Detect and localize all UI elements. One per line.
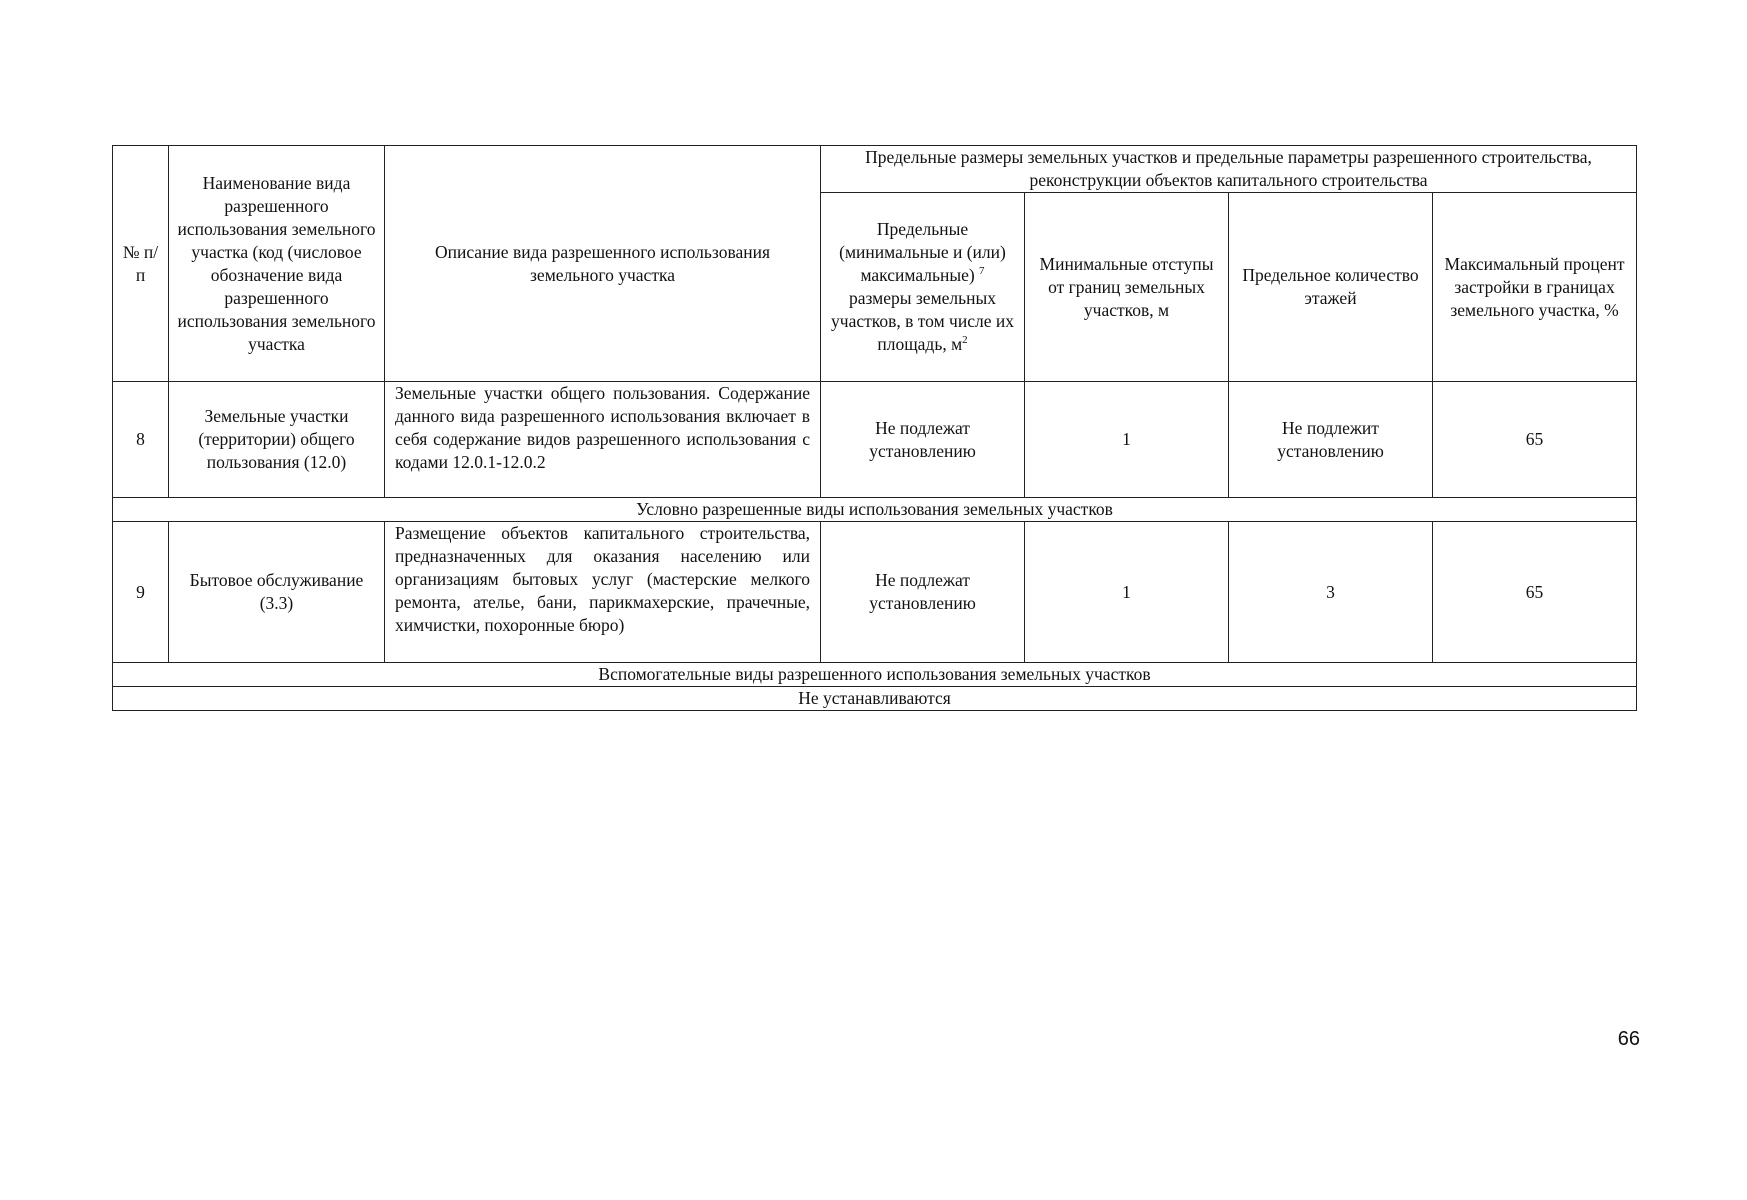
- cell-floors: Не подлежит установлению: [1229, 382, 1433, 498]
- cell-setback: 1: [1025, 382, 1229, 498]
- cell-num: 8: [113, 382, 169, 498]
- cell-setback: 1: [1025, 522, 1229, 663]
- header-description: Описание вида разрешенного использования земельного участка: [385, 146, 821, 382]
- header-coverage: Максимальный процент застройки в границах земельного участка, %: [1433, 193, 1637, 382]
- cell-coverage: 65: [1433, 522, 1637, 663]
- cell-name: Земельные участки (территории) общего пользования (12.0): [169, 382, 385, 498]
- section-row: [113, 498, 1637, 522]
- cell-size: Не подлежат установлению: [821, 382, 1025, 498]
- header-size-text: Предельные (минимальные и (или) максимальные): [839, 219, 1006, 285]
- table-row: [113, 382, 1637, 498]
- cell-num: 9: [113, 522, 169, 663]
- cell-description: Размещение объектов капитального строительства, предназначенных для оказания населению или организациям бытовых услуг (мастерские мелкого ремонта, ателье, бани, парикмахерские, прачечные, химчистки, похоронные бюро): [385, 522, 821, 663]
- section-row: [113, 663, 1637, 687]
- land-use-regulations-table: [112, 145, 1637, 711]
- table-header-row: [113, 146, 1637, 193]
- header-size-text2: размеры земельных участков, в том числе их площадь, м: [831, 288, 1014, 354]
- table-row: [113, 522, 1637, 663]
- footnote-ref: 7: [979, 265, 985, 278]
- section-conditional: Условно разрешенные виды использования земельных участков: [113, 498, 1637, 522]
- unit-superscript: 2: [962, 334, 968, 347]
- header-params-group: Предельные размеры земельных участков и предельные параметры разрешенного строительства, реконструкции объектов капитального строительства: [821, 146, 1637, 193]
- cell-floors: 3: [1229, 522, 1433, 663]
- header-setback: Минимальные отступы от границ земельных участков, м: [1025, 193, 1229, 382]
- cell-description: Земельные участки общего пользования. Содержание данного вида разрешенного использования включает в себя содержание видов разрешенного использования с кодами 12.0.1-12.0.2: [385, 382, 821, 498]
- page-number: 66: [1617, 1028, 1640, 1050]
- header-name: Наименование вида разрешенного использования земельного участка (код (числовое обозначение вида разрешенного использования земельного участка: [169, 146, 385, 382]
- cell-name: Бытовое обслуживание (3.3): [169, 522, 385, 663]
- header-num: № п/п: [113, 146, 169, 382]
- section-row: [113, 687, 1637, 711]
- auxiliary-value: Не устанавливаются: [113, 687, 1637, 711]
- header-floors: Предельное количество этажей: [1229, 193, 1433, 382]
- header-size: [821, 193, 1025, 382]
- cell-coverage: 65: [1433, 382, 1637, 498]
- cell-size: Не подлежат установлению: [821, 522, 1025, 663]
- section-auxiliary: Вспомогательные виды разрешенного использования земельных участков: [113, 663, 1637, 687]
